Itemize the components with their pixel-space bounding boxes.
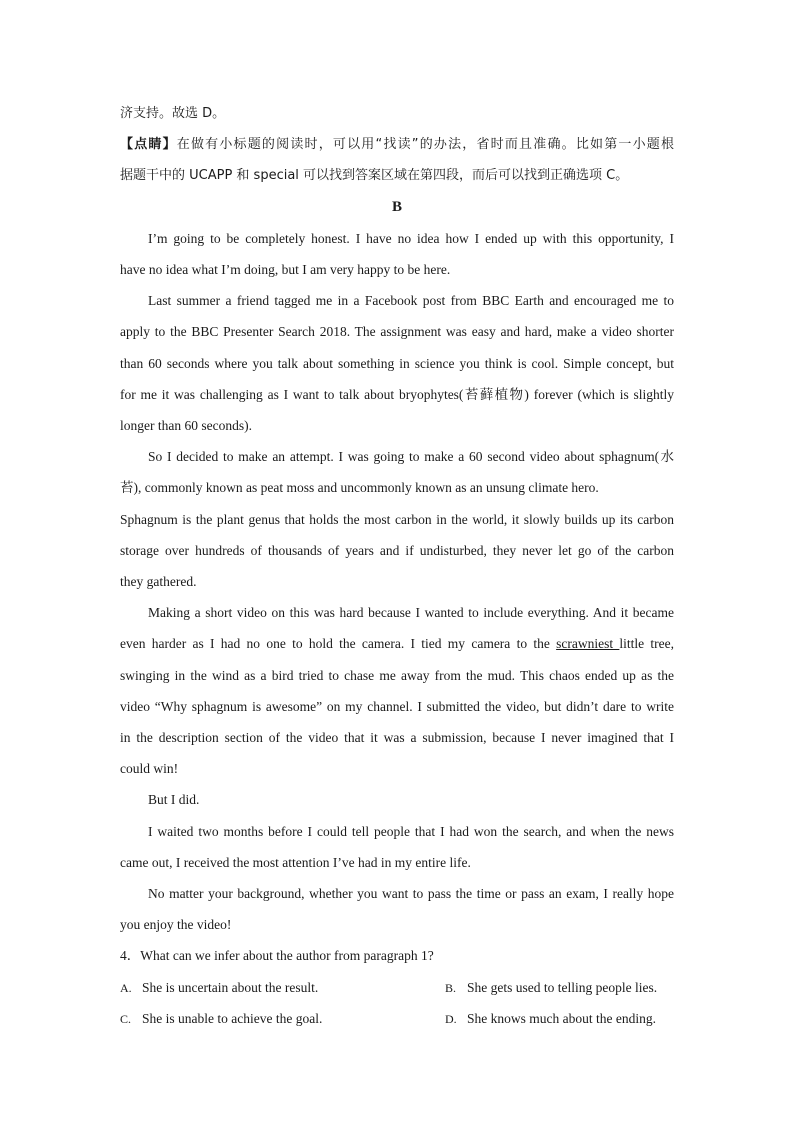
paragraph-2-line-4: for me it was challenging as I want to talk about bryophytes(苔藓植物) forever (which is slightly (120, 386, 674, 402)
question-4-options-row-1 (120, 972, 674, 1003)
option-b-letter: B. (445, 980, 457, 995)
paragraph-6-line-1: I waited two months before I could tell people that I had won the search, and when the news (148, 823, 674, 839)
paragraph-4-line-1: Making a short video on this was hard because I wanted to include everything. And it became (148, 605, 674, 621)
paragraph-4-line-2-start: even harder as I had no one to hold the camera. I tied my camera to the (120, 636, 557, 652)
option-c-text: She is unable to achieve the goal. (142, 1010, 323, 1026)
paragraph-4-line-3: swinging in the wind as a bird tried to chase me away from the mud. This chaos ended up as the (120, 667, 674, 683)
paragraph-7-line-2: you enjoy the video! (120, 917, 232, 933)
paragraph-2-line-5: longer than 60 seconds). (120, 418, 252, 434)
paragraph-2-line-3: than 60 seconds where you talk about something in science you think is cool. Simple concept, but (120, 355, 674, 371)
paragraph-4-line-5: in the description section of the video that it was a submission, because I never imagined that I (120, 730, 674, 746)
option-a-text: She is uncertain about the result. (142, 979, 319, 995)
paragraph-1-line-2: have no idea what I’m doing, but I am very happy to be here. (120, 262, 451, 278)
tip-text-1: 在做有小标题的阅读时，可以用“找读”的办法，省时而且准确。比如第一小题根 (176, 137, 674, 153)
option-b-text: She gets used to telling people lies. (467, 979, 658, 995)
paragraph-1-line-1: I’m going to be completely honest. I have no idea how I ended up with this opportunity, I (148, 230, 674, 246)
paragraph-4-line-6: could win! (120, 761, 179, 777)
paragraph-4-line-2 (120, 628, 674, 659)
option-a-letter: A. (120, 980, 132, 995)
tip-line-1 (120, 129, 674, 160)
option-d (445, 1003, 656, 1035)
option-d-text: She knows much about the ending. (467, 1010, 656, 1026)
question-4-stem: 4．What can we infer about the author from paragraph 1? (120, 948, 434, 964)
underlined-word-scrawniest: scrawniest (556, 636, 620, 652)
paragraph-4-line-2-end: little tree, (619, 636, 674, 652)
paragraph-3-line-5: they gathered. (120, 574, 197, 590)
tip-line-2: 据题干中的 UCAPP 和 special 可以找到答案区域在第四段，而后可以找到正确选项 C。 (120, 168, 629, 184)
paragraph-5: But I did. (148, 792, 200, 808)
option-a (120, 972, 318, 1004)
option-d-letter: D. (445, 1011, 457, 1026)
section-heading: B (391, 198, 402, 215)
question-4-options-row-2 (120, 1003, 674, 1034)
answer-conclusion-line: 济支持。故选 D。 (120, 106, 226, 121)
paragraph-2-line-1: Last summer a friend tagged me in a Facebook post from BBC Earth and encouraged me to (148, 293, 674, 309)
tip-label: 【点睛】 (120, 137, 177, 153)
option-b (445, 972, 657, 1004)
document-page (120, 98, 674, 1034)
paragraph-3-line-2: 苔), commonly known as peat moss and uncommonly known as an unsung climate hero. (120, 480, 599, 496)
paragraph-3-line-3: Sphagnum is the plant genus that holds the most carbon in the world, it slowly builds up its carbon (120, 511, 674, 527)
paragraph-7-line-1: No matter your background, whether you want to pass the time or pass an exam, I really hope (148, 886, 674, 902)
paragraph-4-line-4: video “Why sphagnum is awesome” on my channel. I submitted the video, but didn’t dare to write (120, 698, 674, 714)
paragraph-3-line-1: So I decided to make an attempt. I was going to make a 60 second video about sphagnum(水 (148, 449, 674, 465)
option-c (120, 1003, 322, 1035)
paragraph-6-line-2: came out, I received the most attention I’ve had in my entire life. (120, 854, 471, 870)
paragraph-3-line-4: storage over hundreds of thousands of years and if undisturbed, they never let go of the carbon (120, 542, 674, 558)
option-c-letter: C. (120, 1011, 132, 1026)
paragraph-2-line-2: apply to the BBC Presenter Search 2018. The assignment was easy and hard, make a video shorter (120, 324, 674, 340)
